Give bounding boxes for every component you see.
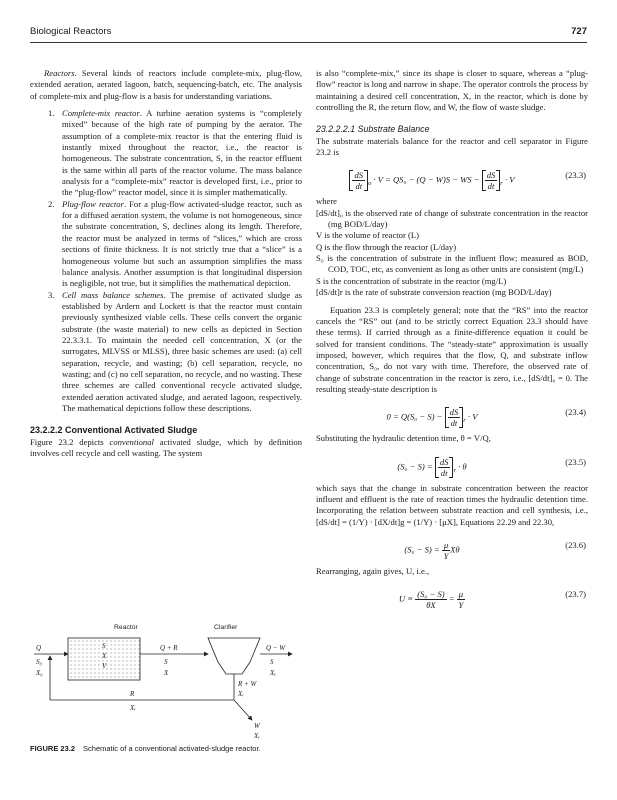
list-item: 1. Complete-mix reactor. A turbine aeration systems is “completely mixed” because of the high rate of pumping by the aerator. The assumption of a complete-mix reactor is that the entering fluid is instantly mixed throughout the reactor, i.e., the reactor is homogeneous. The substrate concentration, S, in the reactor effluent is the same within all parts of the reactor volume. The mass balance analysis for a “complete-mix” reactor is developed first, i.e., prior to the “plug-flow” reactor model, since it is simpler mathematically. [48,108,302,198]
paragraph: Substituting the hydraulic detention time, θ = V/Q, [316,433,491,444]
definition: [dS/dt]r is the rate of substrate conversion reaction (mg BOD/L/day) [316,287,552,298]
svg-text:X: X [102,652,107,660]
list-item: 2. Plug-flow reactor. For a plug-flow activated-sludge reactor, such as for a diffused aeration system, the volume is not homogeneous, since the substrate concentration, S, declines along its length. Therefore, the reactor must be analyzed in terms of “slices,” which are cross sections of finite thickness. It is not strictly true that a “slice” is a homogeneous volume but such an assumption simplifies the mass balance analysis. Another assumption is that longitudinal dispersion is negligible, not true, but it simplifies the mathematical depiction. [48,198,302,289]
svg-text:S: S [164,658,168,666]
equation-number: (23.7) [565,589,586,600]
item-title: Cell mass balance schemes [62,289,164,300]
reactor-schematic [30,604,302,744]
svg-text:Xᵣ: Xᵣ [130,704,136,712]
item-title: Complete-mix reactor [62,108,140,119]
where-label: where [316,196,337,207]
equation-23-6: (S₀ − S) = $\frac{\mu}{Y}$ Xθ (23.6) [404,539,586,561]
svg-text:X: X [164,669,169,677]
svg-text:S₀: S₀ [36,658,42,666]
svg-text:V: V [102,662,107,670]
svg-text:S: S [102,642,106,650]
reactor-label: Reactor [114,624,138,631]
svg-text:X₀: X₀ [36,669,43,677]
equation-23-3: $\frac{dS}{dt}$ $_o$ · V = QS₀ − (Q − W)S − WS − $\frac{dS}{dt}$ $_r$ · V (23.3) [316,162,588,192]
section-title: 23.2.2.2 Conventional Activated Sludge [30,425,198,436]
header-rule [30,42,587,43]
paragraph: Rearranging, again gives, U, i.e., [316,565,430,576]
svg-text:W: W [254,722,260,730]
definition: V is the volume of reactor (L) [316,230,419,241]
equation-23-5: (S₀ − S) = $\frac{dS}{dt}$ $_r$ · θ (23.5) [397,456,586,478]
paragraph: Equation 23.3 is completely general; note that the “RS” into the reactor cancels the “RS” out (and to be strictly correct Equation 23.3 should have these terms). If carried through as a finite-difference equation it could be solved for transient conditions. The “steady-state” approximation is usually imposed, however, which requires that the flow, Q, and substrate inflow concentration, S₀, do not vary with time. Therefore, the observed rate of change of substrate concentration in the reactor is zero, i.e., [dS/dt]₀ = 0. The resulting steady-state description is [316,304,588,394]
clarifier-tank [208,638,260,674]
svg-text:Xᵣ: Xᵣ [238,690,244,698]
definition-list [316,208,588,299]
svg-text:Xᵣ: Xᵣ [254,732,260,740]
figure-23-2 [30,604,302,754]
paragraph: is also “complete-mix,” since its shape is closer to square, whereas a “plug-flow” reactor is long and narrow in shape. The operator controls the process by maintaining a desired cell concentration, X, in the reactor, which is done by controlling the R, the return flow, and W, the flow of waste sludge. [316,68,588,113]
list-item: 3. Cell mass balance schemes. The premise of activated sludge as established by Ardern and Lockett is that the reactor must contain previously synthesized viable cells. These cells convert the organic substrate (the waste material) to new cells as depicted in Section 22.3.3.1. To maintain the needed cell concentration, X (or the surrogates, MLVSS or MLSS), three basic schemes are used: (a) cell separation, recycle, and wasting; (b) cell separation, recycle, no wasting; and (c) no cell separation, no recycle, and no wasting. These three schemes are called conventional recycle activated sludge, extended aeration activated sludge, and aerated lagoon, respectively. The mathematical depictions follow these descriptions. [48,289,302,413]
definition: Q is the flow through the reactor (L/day) [316,241,457,252]
clarifier-label: Clarifier [214,624,238,631]
left-column [30,68,302,459]
svg-text:Q: Q [36,644,42,652]
reactor-list [30,108,302,414]
page-header [30,26,587,42]
page-number: 727 [571,26,587,37]
figure-caption: FIGURE 23.2 Schematic of a conventional activated-sludge reactor. [30,744,261,753]
svg-text:Q − W: Q − W [266,644,286,652]
svg-text:Xₑ: Xₑ [270,669,277,677]
intro-text: . Several kinds of reactors include complete-mix, plug-flow, extended aeration, aerated lagoon, batch, sequencing-batch, etc. The analysis of complete-mix and plug-flow is a basis for understanding variations. [30,68,302,101]
item-title: Plug-flow reactor [62,198,124,209]
running-title: Biological Reactors [30,26,112,37]
equation-23-4: 0 = Q(S₀ − S) − $\frac{dS}{dt}$ $_r$ · V (23.4) [386,407,586,429]
equation-23-7: U ≡ $\frac{\text{(S₀ − S)}}{\theta X}$ = $\frac{\mu}{Y}$ (23.7) [398,589,586,611]
paragraph: which says that the change in substrate concentration between the reactor influent and effluent is the rate of reaction times the hydraulic detention time. Incorporating the relation between substrate reaction and cell synthesis, i.e., [dS/dt] = (1/Y) · [dX/dt]g = (1/Y) · [μX], Equations 22.29 and 22.30, [316,482,588,527]
definition: S₀ is the concentration of substrate in the influent flow; measured as BOD, COD, TOC, etc, as convenient as long as other units are consistent (mg/L) [316,253,588,275]
paragraph: The substrate materials balance for the reactor and cell separator in Figure 23.2 is [316,135,588,158]
svg-text:R: R [130,690,135,698]
svg-text:R + W: R + W [238,680,257,688]
equation-number: (23.6) [565,539,586,550]
intro-paragraph [30,68,302,102]
equation-number: (23.5) [565,456,586,467]
definition: [dS/dt]₀ is the observed rate of change of substrate concentration in the reactor (mg BOD/L/day) [316,207,588,230]
equation-number: (23.3) [565,170,586,181]
svg-text:Q + R: Q + R [160,644,178,652]
definition: S is the concentration of substrate in the reactor (mg/L) [316,275,507,286]
section-paragraph: Figure 23.2 depicts conventional activated sludge, which by definition involves cell recycle and cell wasting. The system [30,436,302,458]
right-column [316,68,588,615]
equation-number: (23.4) [565,407,586,418]
svg-text:S: S [270,658,274,666]
intro-lead: Reactors [44,68,75,78]
subsection-title: 23.2.2.2.1 Substrate Balance [316,124,430,135]
